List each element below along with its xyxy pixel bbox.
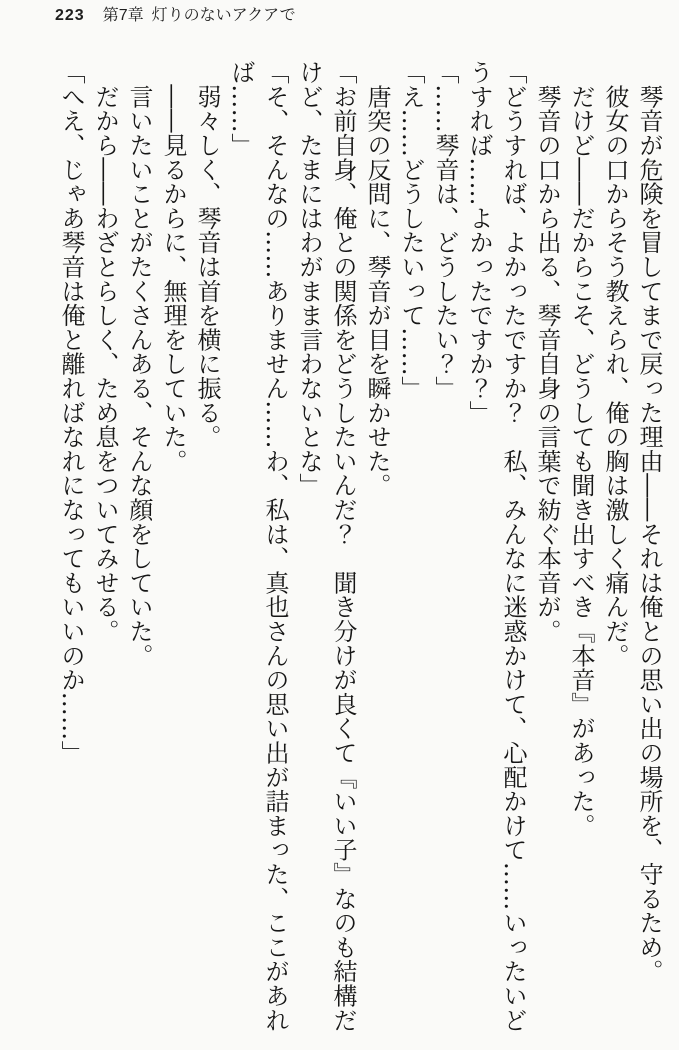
text-line: 「……琴音は、どうしたい？」	[431, 60, 459, 401]
page-number: 223	[55, 7, 85, 24]
text-line: 「そ、そんなの……ありません……わ、私は、真也さんの思い出が詰まった、ここがあれ	[261, 60, 289, 1032]
text-line: ――見るからに、無理をしていた。	[159, 60, 187, 474]
text-line: 琴音が危険を冒してまで戻った理由――それは俺との思い出の場所を、守るため。	[635, 60, 663, 984]
text-line: 唐突の反問に、琴音が目を瞬かせた。	[363, 60, 391, 498]
text-line: 琴音の口から出る、琴音自身の言葉で紡ぐ本音が。	[533, 60, 561, 644]
text-line: 弱々しく、琴音は首を横に振る。	[193, 60, 221, 449]
text-line: 言いたいことがたくさんある、そんな顔をしていた。	[125, 60, 153, 668]
text-line: だけど――だからこそ、どうしても聞き出すべき『本音』があった。	[567, 60, 595, 838]
text-line: うすれば……よかったですか？」	[465, 60, 493, 425]
text-line: だから――わざとらしく、ため息をついてみせる。	[91, 60, 119, 644]
text-line: 彼女の口からそう教えられ、俺の胸は激しく痛んだ。	[601, 60, 629, 668]
chapter-title: 灯りのないアクアで	[151, 7, 296, 24]
text-line: 「お前自身、俺との関係をどうしたいんだ？ 聞き分けが良くて『いい子』なのも結構だ	[329, 60, 357, 1032]
text-line: 「どうすれば、よかったですか？ 私、みんなに迷惑かけて、心配かけて……いったいど	[499, 60, 527, 1032]
text-line: けど、たまにはわがまま言わないとな」	[295, 60, 323, 498]
text-line: 「え……どうしたいって……」	[397, 60, 425, 401]
page-header	[55, 6, 296, 26]
text-line: ば……」	[227, 60, 255, 158]
page-text	[50, 60, 666, 1045]
text-line: 「へえ、じゃあ琴音は俺と離ればなれになってもいいのか……」	[57, 60, 85, 765]
chapter-number: 第7章	[102, 7, 144, 24]
